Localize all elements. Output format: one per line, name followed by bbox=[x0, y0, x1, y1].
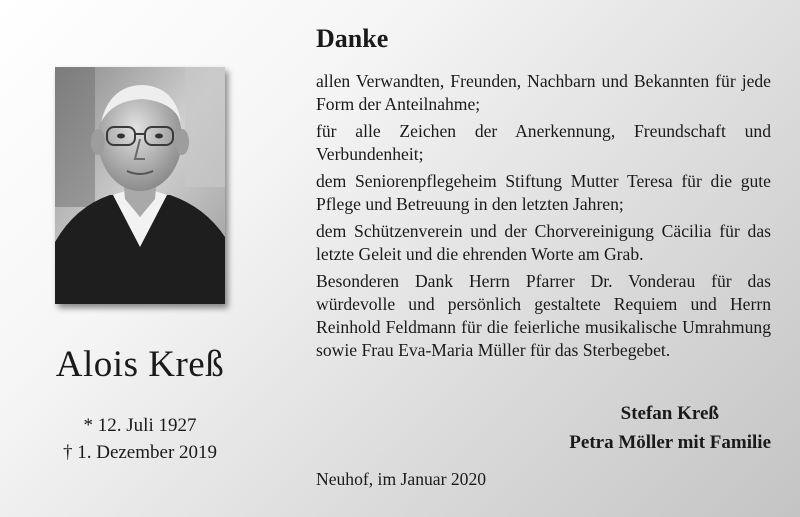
deceased-name: Alois Kreß bbox=[55, 344, 225, 385]
thanks-paragraph: dem Schützenverein und der Chorvereinigung Cäcilia für das letzte Geleit und die ehrenden Worte am Grab. bbox=[316, 221, 771, 264]
thanks-text bbox=[316, 70, 771, 366]
place-date: Neuhof, im Januar 2020 bbox=[316, 469, 487, 489]
birth-date: * 12. Juli 1927 bbox=[83, 415, 197, 436]
thanks-paragraph: allen Verwandten, Freunden, Nachbarn und Bekannten für jede Form der Anteilnahme; bbox=[316, 71, 771, 114]
thanks-paragraph: dem Seniorenpflegeheim Stiftung Mutter Teresa für die gute Pflege und Betreuung in den letzten Jahren; bbox=[316, 171, 771, 214]
thanks-paragraph: Besonderen Dank Herrn Pfarrer Dr. Vonderau für das würdevolle und persönlich gestaltete Requiem und Herrn Reinhold Feldmann für die feierliche musikalische Umrahmung sowie Frau Eva-Maria Müller für das Sterbegebet. bbox=[316, 271, 771, 360]
portrait-image bbox=[55, 67, 225, 304]
portrait-photo bbox=[55, 67, 225, 304]
thanks-heading: Danke bbox=[316, 24, 389, 53]
signers bbox=[316, 399, 771, 457]
signer-name: Petra Möller mit Familie bbox=[569, 432, 771, 453]
life-dates bbox=[0, 412, 280, 466]
thanks-paragraph: für alle Zeichen der Anerkennung, Freundschaft und Verbundenheit; bbox=[316, 121, 771, 164]
death-date: † 1. Dezember 2019 bbox=[62, 442, 218, 463]
signer-name: Stefan Kreß bbox=[620, 403, 719, 424]
